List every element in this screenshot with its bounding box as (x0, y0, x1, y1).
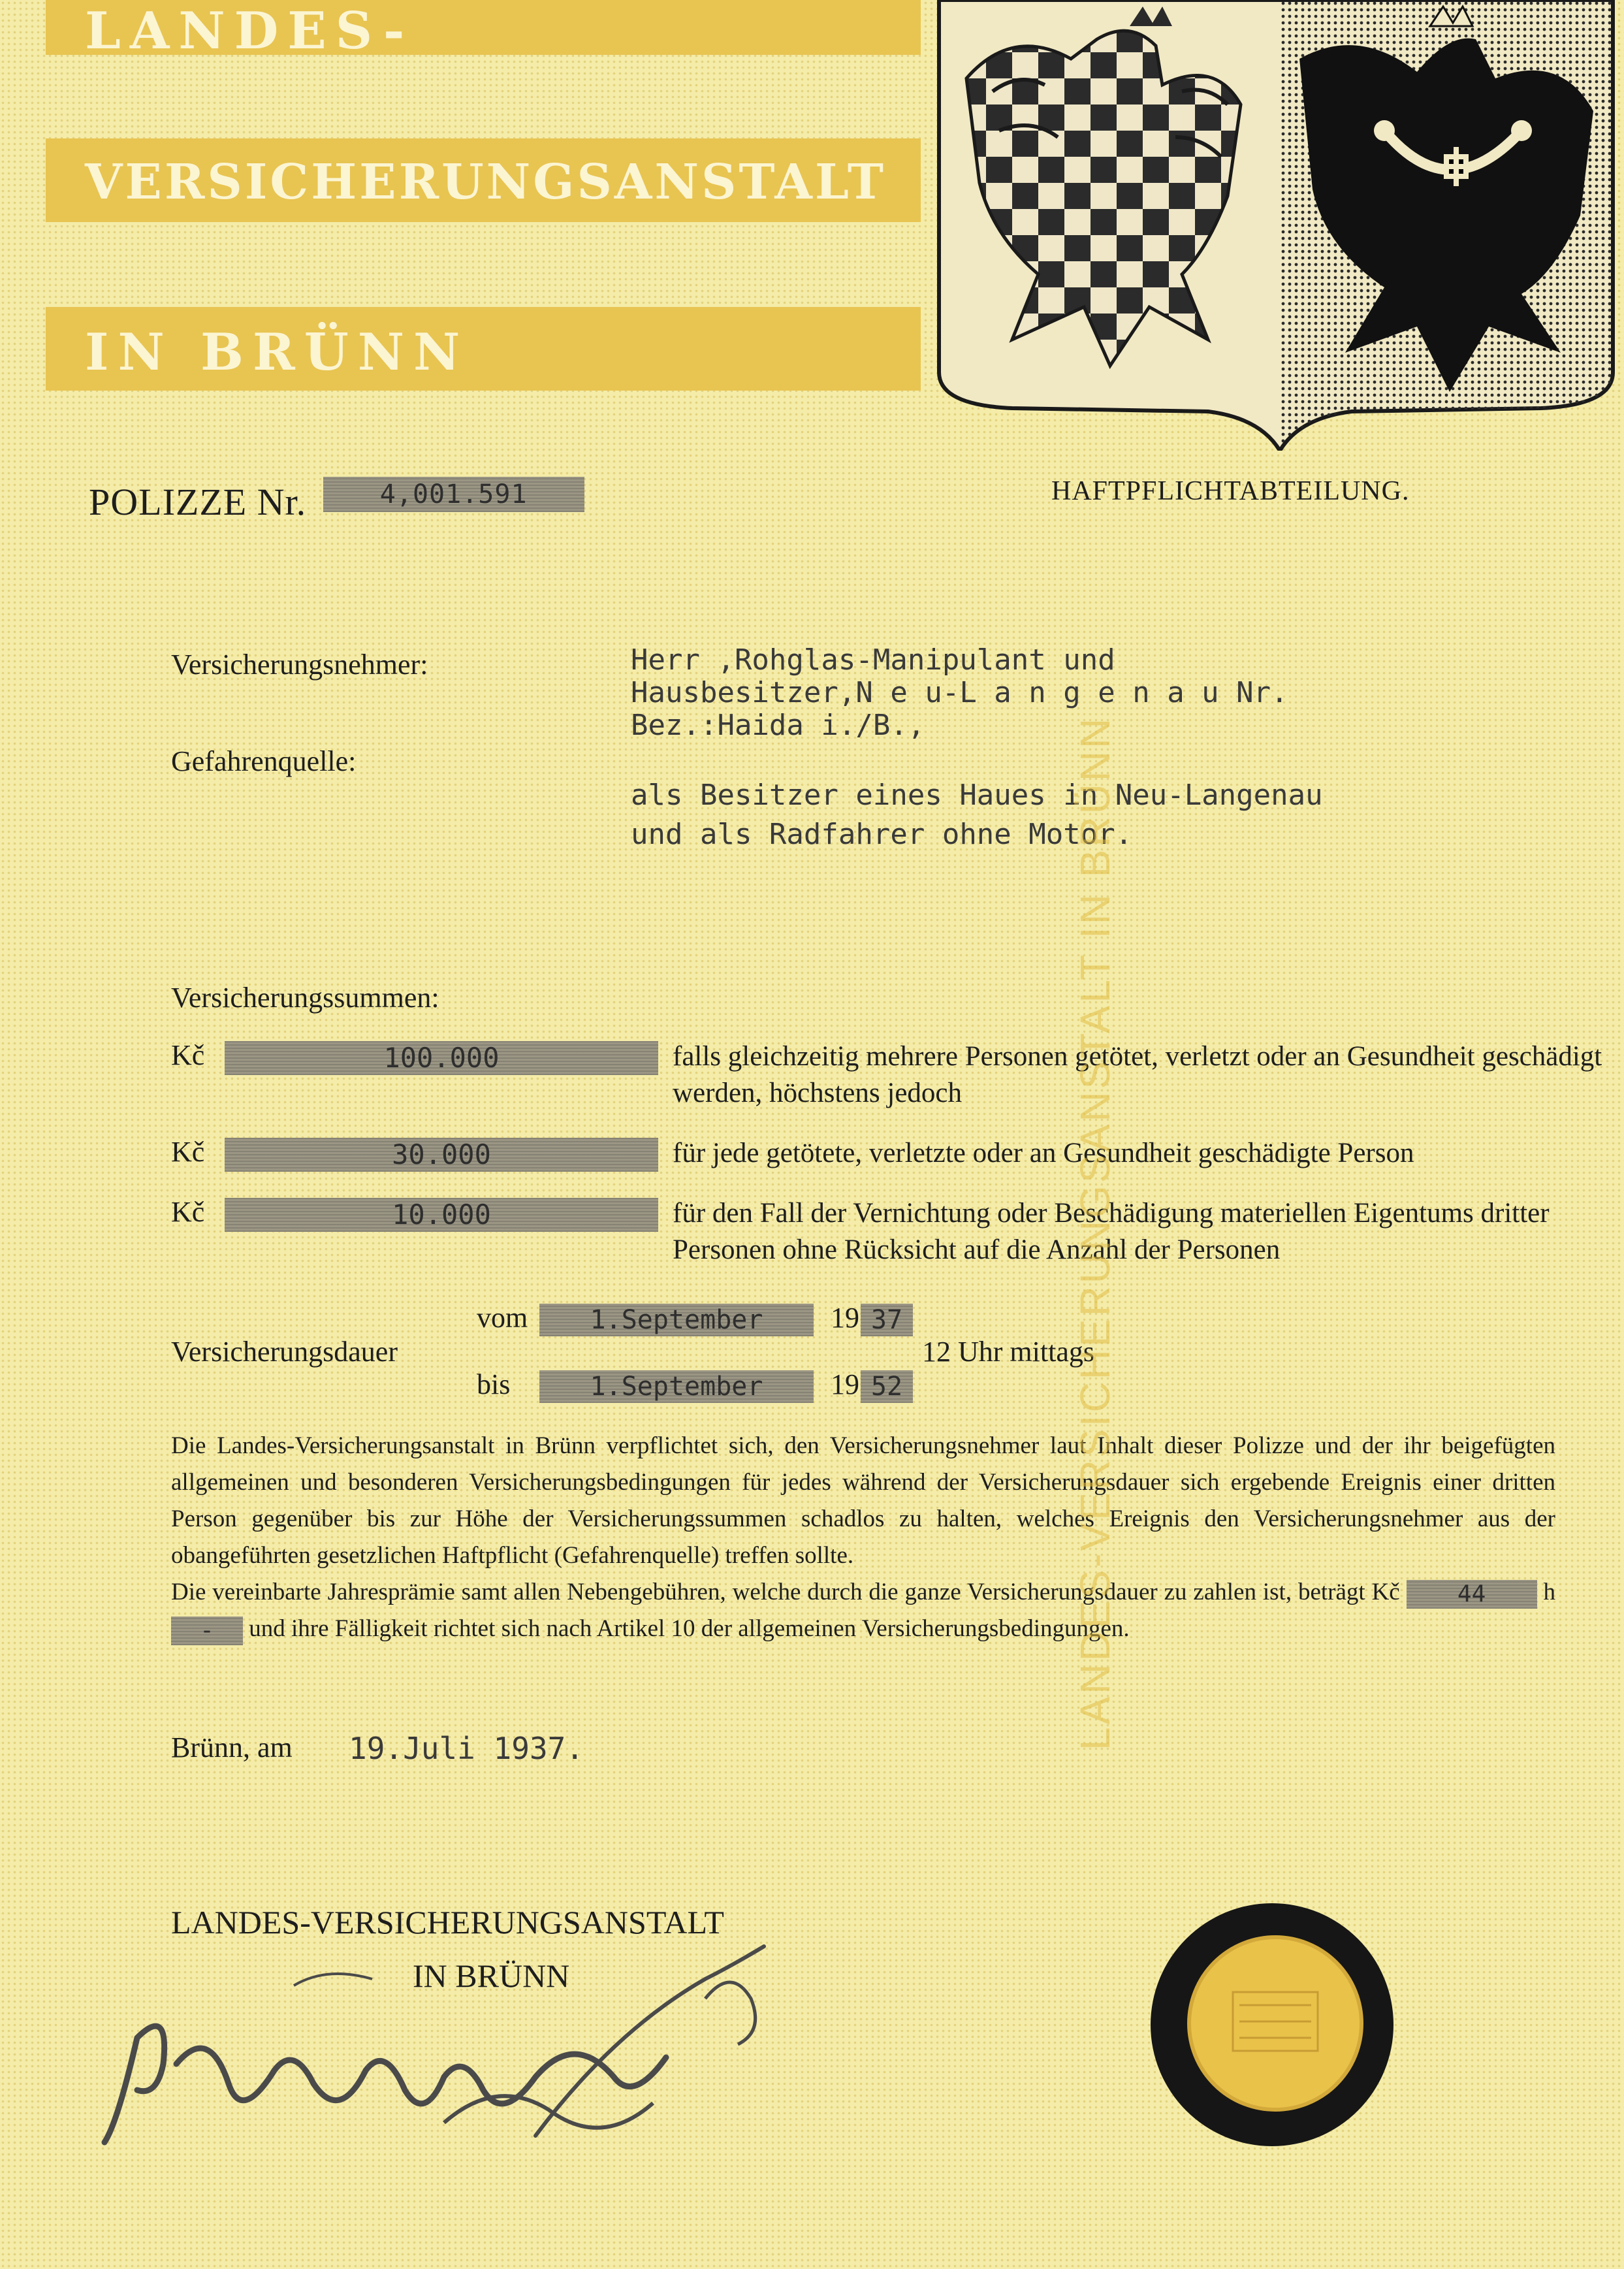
insured-line: Herr ,Rohglas-Manipulant und (631, 643, 1115, 677)
signature-institution: LANDES-VERSICHERUNGSANSTALT (171, 1904, 724, 1940)
department-label: HAFTPFLICHTABTEILUNG. (1051, 476, 1410, 506)
place-date-value: 19.Juli 1937. (349, 1731, 584, 1766)
hazard-line: und als Radfahrer ohne Motor. (631, 818, 1133, 851)
sum-description: falls gleichzeitig mehrere Personen getötet, verletzt oder an Gesundheit geschädigt werden, höchstens jedoch (673, 1041, 1602, 1108)
currency-label: Kč (171, 1196, 205, 1228)
handwritten-signature-icon (78, 1927, 829, 2162)
header-banner (46, 0, 921, 392)
sum-description: für jede getötete, verletzte oder an Gesundheit geschädigte Person (673, 1138, 1414, 1168)
terms-text: Die Landes-Versicherungsanstalt in Brünn verpflichtet sich, den Versicherungsnehmer laut Inhalt dieser Polizze und der ihr beigefügten allgemeinen und besonderen Versicherungsbedingungen für jedes während der Versicherungsdauer sich ergebende Ereignis einer dritten Person gegenüber bis zur Höhe der Versicherungssummen schadlos zu halten, welches Ereignis den Versicherungsnehmer aus der obangeführten gesetzlichen Haftpflicht (Gefahrenquelle) treffen sollte. (171, 1432, 1555, 1569)
insured-line: Hausbesitzer,N e u-L a n g e n a u Nr. (631, 676, 1288, 709)
currency-label: Kč (171, 1039, 205, 1071)
duration-to-century: 19 (831, 1368, 859, 1400)
premium-h-field: - (171, 1617, 243, 1645)
insured-details (631, 644, 1288, 742)
banner-title-line2: VERSICHERUNGSANSTALT (85, 154, 886, 210)
premium-kc-field: 44 (1407, 1580, 1537, 1609)
duration-from-word: vom (477, 1302, 528, 1334)
signature-city: IN BRÜNN (413, 1957, 570, 1994)
policy-label: POLIZZE Nr. (89, 481, 307, 523)
terms-paragraph (171, 1428, 1555, 1647)
coat-of-arms-emblem (934, 0, 1624, 451)
insured-line: Bez.:Haida i./B., (631, 709, 925, 742)
duration-from-date-field: 1.September (539, 1304, 814, 1336)
currency-label: Kč (171, 1136, 205, 1168)
banner-title-line3: IN BRÜNN (85, 323, 470, 382)
hazard-line: als Besitzer eines Haues in Neu-Langenau (631, 779, 1323, 812)
duration-to-year-field: 52 (861, 1370, 913, 1403)
wax-seal-icon (1141, 1894, 1403, 2155)
watermark-text: LANDES-VERSICHERUNGSANSTALT IN BRÜNN (1072, 715, 1119, 1750)
hazard-details (631, 776, 1323, 854)
sum-amount-field: 30.000 (225, 1138, 658, 1172)
duration-time: 12 Uhr mittags (922, 1336, 1094, 1368)
premium-h-label: h (1543, 1579, 1555, 1605)
premium-text-after: und ihre Fälligkeit richtet sich nach Artikel 10 der allgemeinen Versicherungsbedingungen. (249, 1615, 1130, 1642)
duration-to-date-field: 1.September (539, 1370, 814, 1403)
hazard-label: Gefahrenquelle: (171, 745, 357, 777)
sum-amount-field: 10.000 (225, 1198, 658, 1232)
duration-from-year-field: 37 (861, 1304, 913, 1336)
premium-text-before: Die vereinbarte Jahresprämie samt allen Nebengebühren, welche durch die ganze Versicherungsdauer zu zahlen ist, beträgt Kč (171, 1579, 1400, 1605)
insured-label: Versicherungsnehmer: (171, 649, 428, 681)
policy-number-field: 4,001.591 (323, 477, 584, 512)
policy-number-line (89, 477, 584, 524)
sum-amount-field: 100.000 (225, 1041, 658, 1075)
duration-label: Versicherungsdauer (171, 1336, 398, 1368)
place-date-label: Brünn, am (171, 1731, 293, 1763)
premium-text (171, 1574, 1555, 1647)
silesian-eagle-icon (1280, 0, 1613, 451)
duration-to-word: bis (477, 1368, 511, 1400)
duration-from-century: 19 (831, 1302, 859, 1334)
banner-title-line1: LANDES- (85, 1, 414, 61)
sums-label: Versicherungssummen: (171, 982, 439, 1014)
sum-description: für den Fall der Vernichtung oder Beschädigung materiellen Eigentums dritter Personen ohne Rücksicht auf die Anzahl der Personen (673, 1198, 1550, 1265)
